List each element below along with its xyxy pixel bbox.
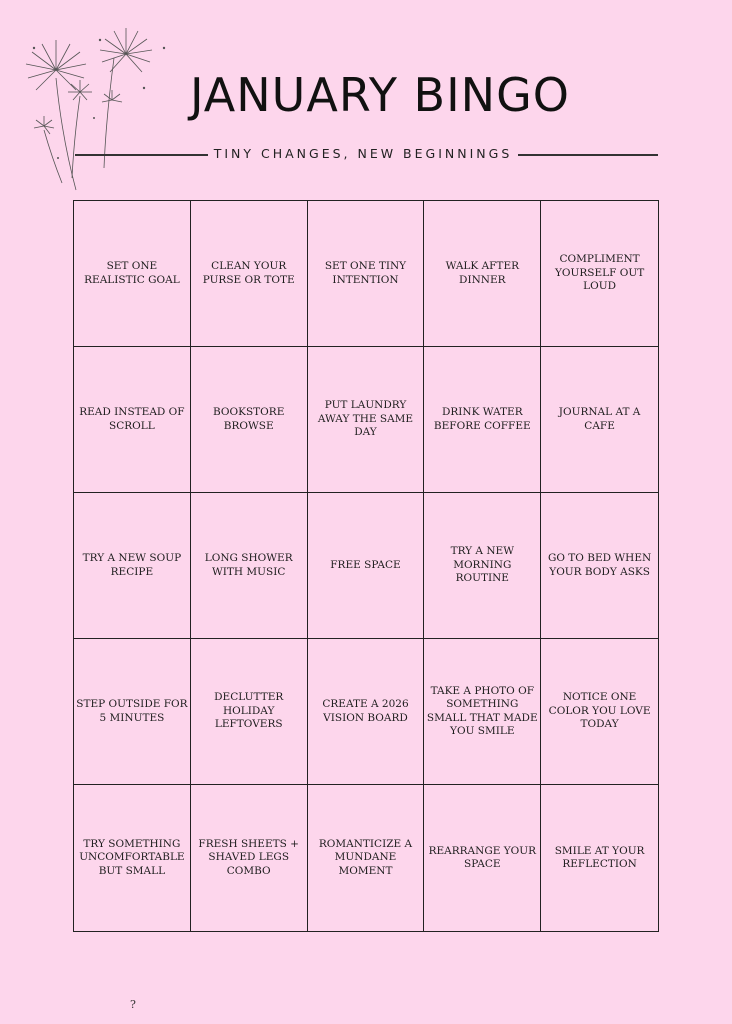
bingo-cell: JOURNAL AT A CAFE — [541, 347, 658, 493]
bingo-cell: WALK AFTER DINNER — [424, 201, 541, 347]
bingo-cell: GO TO BED WHEN YOUR BODY ASKS — [541, 493, 658, 639]
bingo-cell: NOTICE ONE COLOR YOU LOVE TODAY — [541, 639, 658, 785]
bingo-cell: STEP OUTSIDE FOR 5 MINUTES — [74, 639, 191, 785]
bingo-cell: SMILE AT YOUR REFLECTION — [554, 844, 645, 870]
bingo-cell: PUT LAUNDRY AWAY THE SAME DAY — [308, 347, 425, 493]
subtitle-divider-right — [518, 154, 658, 156]
bingo-cell: CLEAN YOUR PURSE OR TOTE — [191, 201, 308, 347]
bingo-cell: DRINK WATER BEFORE COFFEE — [424, 347, 541, 493]
bingo-cell: LONG SHOWER WITH MUSIC — [191, 493, 308, 639]
bingo-cell: REARRANGE YOUR SPACE — [424, 785, 541, 931]
page-title: JANUARY BINGO — [190, 68, 570, 122]
fireworks-illustration — [14, 18, 194, 198]
bingo-cell: DECLUTTER HOLIDAY LEFTOVERS — [191, 639, 308, 785]
bingo-cell: CREATE A 2026 VISION BOARD — [308, 639, 425, 785]
bingo-cell: ROMANTICIZE A MUNDANE MOMENT — [308, 785, 425, 931]
bingo-cell: READ INSTEAD OF SCROLL — [74, 347, 191, 493]
subtitle-divider-left — [75, 154, 208, 156]
bingo-cell: SET ONE REALISTIC GOAL — [74, 201, 191, 347]
bingo-board — [73, 200, 659, 932]
bingo-cell: SET ONE TINY INTENTION — [308, 201, 425, 347]
bingo-cell: FRESH SHEETS + SHAVED LEGS COMBO — [191, 785, 308, 931]
bingo-cell: COMPLIMENT YOURSELF OUT LOUD — [541, 201, 658, 347]
bingo-cell: TRY SOMETHING UNCOMFORTABLE BUT SMALL — [74, 785, 191, 931]
page-subtitle: TINY CHANGES, NEW BEGINNINGS — [213, 146, 513, 161]
footer-mark: ? — [130, 998, 136, 1011]
bingo-cell: TRY A NEW SOUP RECIPE — [74, 493, 191, 639]
bingo-cell: TAKE A PHOTO OF SOMETHING SMALL THAT MADE YOU SMILE — [424, 639, 541, 785]
bingo-cell: TRY A NEW MORNING ROUTINE — [424, 493, 541, 639]
bingo-cell-free-space: FREE SPACE — [308, 493, 425, 639]
bingo-cell: BOOKSTORE BROWSE — [191, 347, 308, 493]
